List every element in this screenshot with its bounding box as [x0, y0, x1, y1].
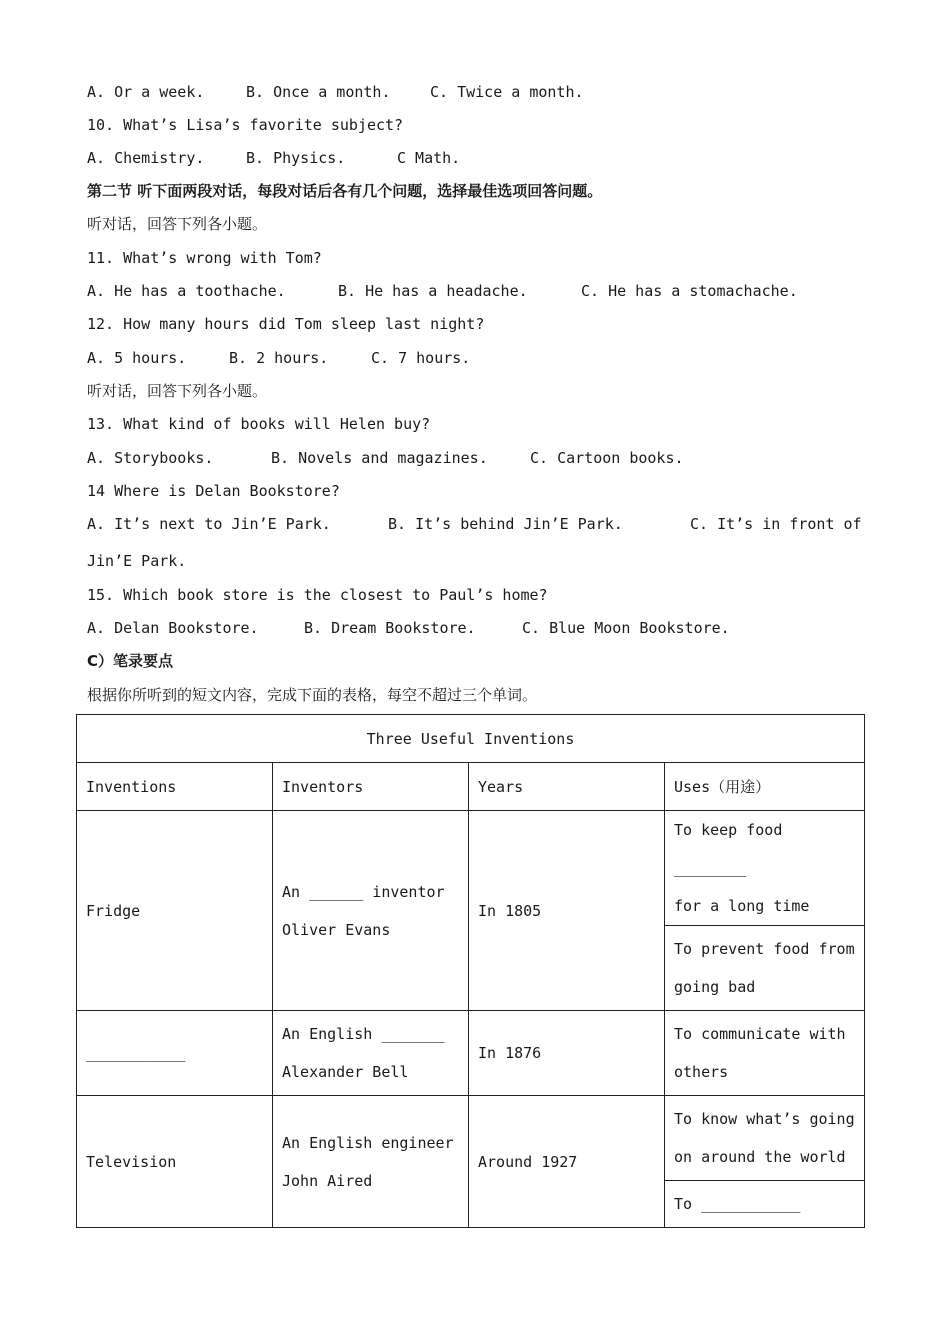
row3-inventor: An English engineer John Aired: [273, 1096, 469, 1228]
row3-use2: To ___________: [665, 1181, 865, 1228]
row2-inventor: An English _______ Alexander Bell: [273, 1011, 469, 1096]
row2-year: In 1876: [469, 1011, 665, 1096]
q14-option-b: B. It’s behind Jin’E Park.: [388, 515, 623, 533]
row3-year: Around 1927: [469, 1096, 665, 1228]
q15-question: 15. Which book store is the closest to Paul’s home?: [87, 586, 548, 604]
q9-option-a: A. Or a week.: [87, 83, 205, 101]
q15-option-c: C. Blue Moon Bookstore.: [522, 619, 730, 637]
q12-question: 12. How many hours did Tom sleep last night?: [87, 315, 485, 333]
sectionC-instruction: 根据你所听到的短文内容，完成下面的表格，每空不超过三个单词。: [87, 686, 538, 704]
q11-option-c: C. He has a stomachache.: [581, 282, 798, 300]
instruction-1: 听对话，回答下列各小题。: [87, 215, 268, 233]
q12-option-a: A. 5 hours.: [87, 349, 187, 367]
q15-option-b: B. Dream Bookstore.: [304, 619, 476, 637]
q13-question: 13. What kind of books will Helen buy?: [87, 415, 431, 433]
q9-option-c: C. Twice a month.: [430, 83, 584, 101]
section2-heading: 第二节 听下面两段对话，每段对话后各有几个问题，选择最佳选项回答问题。: [87, 182, 603, 200]
q13-option-a: A. Storybooks.: [87, 449, 214, 467]
row3-invention: Television: [77, 1096, 273, 1228]
q15-option-a: A. Delan Bookstore.: [87, 619, 259, 637]
row1-use2: To prevent food from going bad: [665, 926, 865, 1011]
row1-invention: Fridge: [77, 811, 273, 1011]
row1-use1: To keep food ________ for a long time: [665, 811, 865, 926]
instruction-2: 听对话，回答下列各小题。: [87, 382, 268, 400]
row1-inventor: An ______ inventor Oliver Evans: [273, 811, 469, 1011]
q10-question: 10. What’s Lisa’s favorite subject?: [87, 116, 404, 134]
q12-option-c: C. 7 hours.: [371, 349, 471, 367]
row2-use1: To communicate with others: [665, 1011, 865, 1096]
q14-question: 14 Where is Delan Bookstore?: [87, 482, 340, 500]
q13-option-b: B. Novels and magazines.: [271, 449, 488, 467]
row2-invention: ___________: [77, 1011, 273, 1096]
q12-option-b: B. 2 hours.: [229, 349, 329, 367]
header-inventors: Inventors: [273, 763, 469, 811]
q10-option-b: B. Physics.: [246, 149, 346, 167]
sectionC-heading: C）笔录要点: [87, 652, 174, 670]
q10-option-a: A. Chemistry.: [87, 149, 205, 167]
header-years: Years: [469, 763, 665, 811]
q10-option-c: C Math.: [397, 149, 461, 167]
row3-use1: To know what’s going on around the world: [665, 1096, 865, 1181]
q14-option-a: A. It’s next to Jin’E Park.: [87, 515, 331, 533]
inventions-table: [76, 714, 865, 1228]
table-title: Three Useful Inventions: [77, 715, 865, 763]
row1-year: In 1805: [469, 811, 665, 1011]
q13-option-c: C. Cartoon books.: [530, 449, 684, 467]
header-uses: Uses（用途）: [665, 763, 865, 811]
q14-option-c-continuation: Jin’E Park.: [87, 552, 187, 570]
header-inventions: Inventions: [77, 763, 273, 811]
q11-option-b: B. He has a headache.: [338, 282, 528, 300]
q11-question: 11. What’s wrong with Tom?: [87, 249, 322, 267]
q14-option-c: C. It’s in front of: [690, 515, 862, 533]
q11-option-a: A. He has a toothache.: [87, 282, 286, 300]
q9-option-b: B. Once a month.: [246, 83, 391, 101]
